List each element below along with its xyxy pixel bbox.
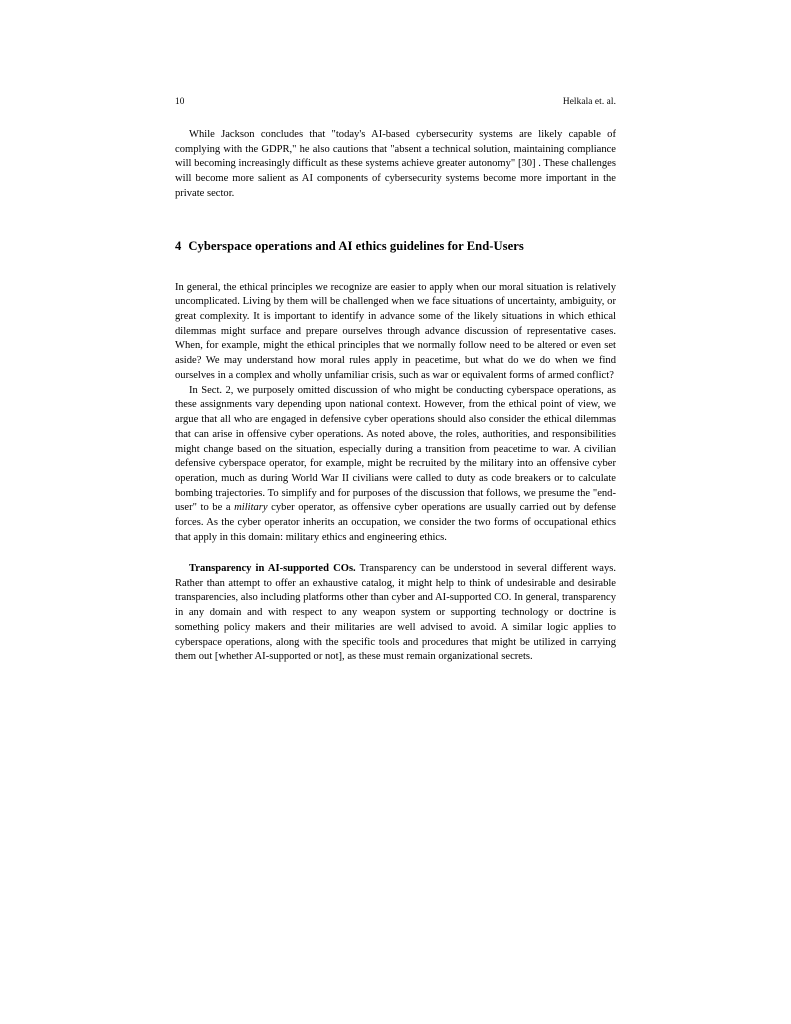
running-head [175, 96, 616, 108]
runin-heading-transparency: Transparency in AI-supported COs. [189, 563, 356, 575]
section-number: 4 [175, 238, 182, 253]
body-text-block [175, 128, 616, 665]
spacer [175, 254, 616, 281]
paragraph-transparency [175, 562, 616, 665]
paragraph-sect2-cyberspace-ops [175, 384, 616, 546]
spacer [175, 202, 616, 238]
paragraph-ethical-principles: In general, the ethical principles we recognize are easier to apply when our moral situation is relatively uncomplicated. Living by them will be challenged when we face situations of uncertainty, ambiguity, or great complexity. It is important to identify in advance some of the likely situations in which ethical dilemmas might surface and prepare ourselves through advance discussion of representative cases. When, for example, might the ethical principles that we normally follow need to be altered or even set aside? We may understand how moral rules apply in peacetime, but what do we do when we find ourselves in a complex and wholly unfamiliar crisis, such as war or equivalent forms of armed conflict? [175, 281, 616, 381]
emphasis-military: military [234, 502, 268, 514]
running-head-authors: Helkala et. al. [562, 97, 616, 107]
paragraph-jackson-gdpr: While Jackson concludes that "today's AI-based cybersecurity systems are likely capable of complying with the GDPR," he also cautions that "absent a technical solution, maintaining compliance will becoming increasingly difficult as these systems achieve greater autonomy" [30] . These challenges will become more salient as AI components of cybersecurity systems become more important in the private sector. [175, 129, 616, 199]
paragraph-transparency-text: Transparency can be understood in several different ways. Rather than attempt to offer an exhaustive catalog, it might help to think of undesirable and desirable transparencies, also including platforms other than cyber and AI-supported CO. In general, transparency in any domain and with respect to any weapon system or supporting technology or doctrine is something policy makers and their militaries are well advised to avoid. A similar logic applies to cyberspace operations, along with the specific tools and procedures that might be utilized in carrying them out [whether AI-supported or not], as these must remain organizational secrets. [175, 563, 616, 663]
section-heading [175, 238, 616, 254]
section-title: Cyberspace operations and AI ethics guidelines for End-Users [188, 238, 524, 253]
paragraph-text-part-1: In Sect. 2, we purposely omitted discussion of who might be conducting cyberspace operations, as these assignments vary depending upon national context. However, from the ethical point of view, we argue that all who are engaged in defensive cyber operations should also consider the ethical dilemmas that can arise in offensive cyber operations. As noted above, the roles, authorities, and responsibilities might change based on the situation, especially during a transition from peacetime to war. A civilian defensive cyberspace operator, for example, might be recruited by the military into an offensive cyber operation, much as during World War II civilians were called to duty as code breakers or to calculate bombing trajectories. To simplify and for purposes of the discussion that follows, we presume the "end-user" to be a [175, 384, 616, 514]
paragraph-text-part-2: cyber operator, as offensive cyber operations are usually carried out by defense forces. As the cyber operator inherits an occupation, we consider the two forms of occupational ethics that apply in this domain: military ethics and engineering ethics. [175, 502, 617, 543]
spacer [175, 546, 616, 563]
page-number: 10 [175, 97, 185, 107]
